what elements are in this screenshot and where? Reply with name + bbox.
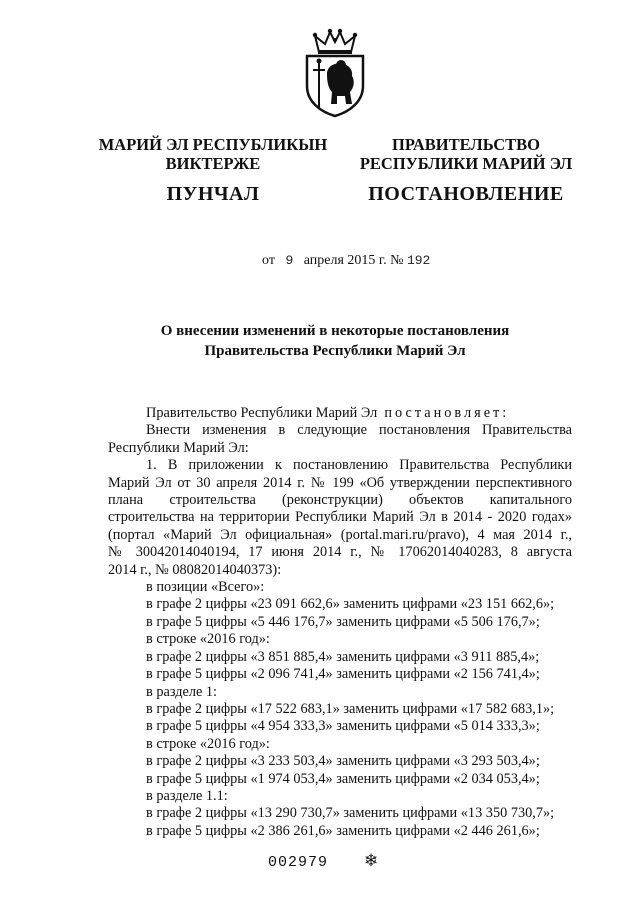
change-line: в строке «2016 год»: <box>146 631 270 648</box>
item1-line-2: Марий Эл от 30 апреля 2014 г. № 199 «Об утверждении перспективного <box>108 474 572 491</box>
serial-number: 002979 <box>268 854 329 871</box>
header-right <box>350 135 582 204</box>
change-line: в графе 2 цифры «13 290 730,7» заменить цифрами «13 350 730,7»; <box>146 805 555 822</box>
footer <box>268 851 379 871</box>
item1-line-7: 2014 г., № 08082014040373): <box>108 561 282 578</box>
intro-line-1: Внести изменения в следующие постановления Правительства <box>146 422 572 439</box>
header-left-line2: ВИКТЕРЖЕ <box>165 154 261 173</box>
change-line: в графе 2 цифры «17 522 683,1» заменить цифрами «17 582 683,1»; <box>146 700 555 717</box>
date-day: 9 <box>285 253 294 268</box>
preamble-decree-word: постановляет: <box>384 405 510 421</box>
date-prefix: от <box>262 253 275 268</box>
header-right-line2: РЕСПУБЛИКИ МАРИЙ ЭЛ <box>359 154 573 173</box>
date-month-year: апреля 2015 г. № <box>303 253 404 268</box>
change-line: в графе 2 цифры «3 851 885,4» заменить цифрами «3 911 885,4»; <box>146 648 540 665</box>
title-line2: Правительства Республики Марий Эл <box>204 343 466 359</box>
document-body <box>108 405 572 840</box>
coat-of-arms-icon <box>297 28 373 118</box>
change-line: в графе 5 цифры «1 974 053,4» заменить цифрами «2 034 053,4»; <box>146 770 540 787</box>
header-right-doc-type: ПОСТАНОВЛЕНИЕ <box>368 183 564 205</box>
crown-icon <box>313 29 357 54</box>
preamble-text: Правительство Республики Марий Эл <box>146 405 378 421</box>
snowflake-mark-icon: ❄ <box>364 851 380 871</box>
change-line: в графе 5 цифры «2 096 741,4» заменить цифрами «2 156 741,4»; <box>146 666 540 683</box>
change-line: в графе 5 цифры «4 954 333,3» заменить цифрами «5 014 333,3»; <box>146 718 540 735</box>
header-left-doc-type: ПУНЧАЛ <box>166 183 260 205</box>
change-line: в строке «2016 год»: <box>146 735 270 752</box>
change-line: в позиции «Всего»: <box>146 579 265 596</box>
header-left-line1: МАРИЙ ЭЛ РЕСПУБЛИКЫН <box>98 135 328 154</box>
title-line1: О внесении изменений в некоторые постановления <box>160 323 510 339</box>
item1-line-5: (портал «Марий Эл официальная» (portal.mari.ru/pravo), 4 мая 2014 г., <box>108 526 572 543</box>
change-line: в графе 5 цифры «2 386 261,6» заменить цифрами «2 446 261,6»; <box>146 822 540 839</box>
header-right-line1: ПРАВИТЕЛЬСТВО <box>392 135 540 154</box>
item1-line-3: плана строительства (реконструкции) объектов капитального <box>108 492 572 509</box>
change-line: в графе 2 цифры «23 091 662,6» заменить цифрами «23 151 662,6»; <box>146 596 555 613</box>
header-left <box>96 135 330 204</box>
document-number: 192 <box>406 253 431 268</box>
change-line: в графе 5 цифры «5 446 176,7» заменить цифрами «5 506 176,7»; <box>146 613 540 630</box>
item1-line-6: № 30042014040194, 17 июня 2014 г., № 17062014040283, 8 августа <box>108 544 572 561</box>
document-title <box>100 321 570 361</box>
change-line: в графе 2 цифры «3 233 503,4» заменить цифрами «3 293 503,4»; <box>146 753 540 770</box>
change-line: в разделе 1: <box>146 683 218 700</box>
date-line <box>262 253 430 269</box>
intro-line-2: Республики Марий Эл: <box>108 439 249 456</box>
item1-line-1: 1. В приложении к постановлению Правительства Республики <box>146 457 572 474</box>
item1-line-4: строительства на территории Республики Марий Эл в 2014 - 2020 годах» <box>108 509 572 526</box>
preamble <box>108 405 572 422</box>
change-line: в разделе 1.1: <box>146 787 228 804</box>
